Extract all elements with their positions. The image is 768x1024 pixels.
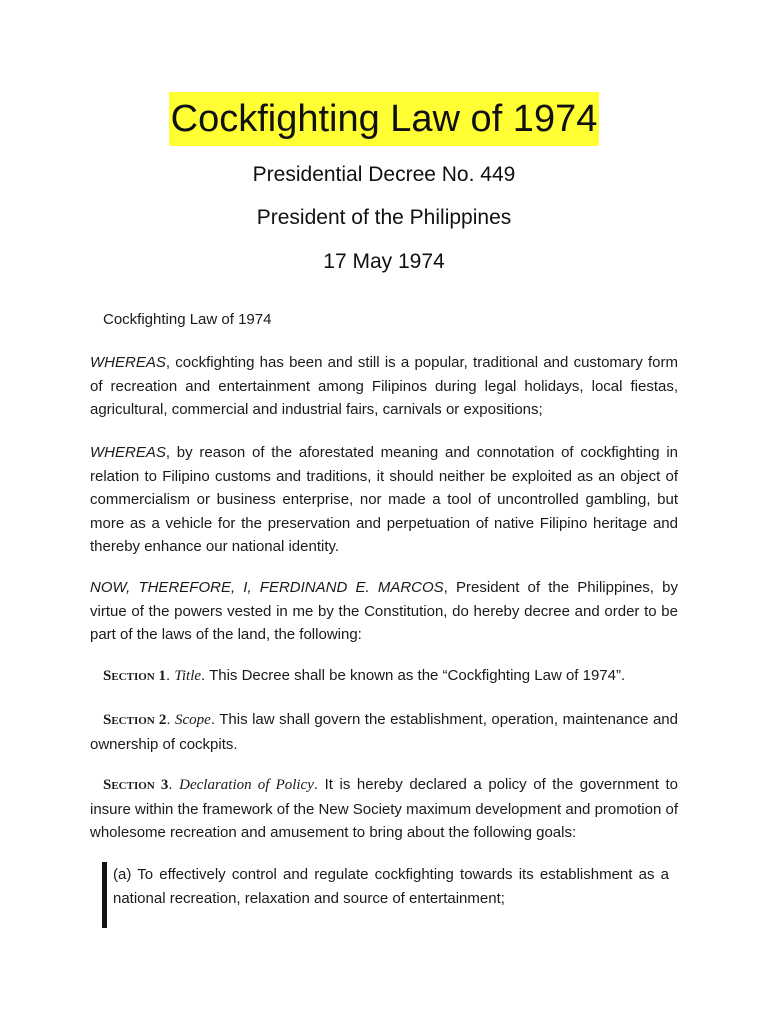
section-heading: Section 1 bbox=[103, 668, 166, 684]
section-1: Section 1. Title. This Decree shall be known as the “Cockfighting Law of 1974”. bbox=[103, 667, 626, 684]
goal-blockquote bbox=[102, 862, 677, 928]
section-title: Declaration of Policy bbox=[179, 777, 314, 793]
now-therefore-paragraph bbox=[90, 576, 678, 647]
section-heading: Section 2 bbox=[103, 712, 167, 728]
section-text: This Decree shall be known as the “Cockfighting Law of 1974”. bbox=[205, 667, 626, 684]
whereas-paragraph-2 bbox=[90, 441, 678, 559]
section-title: Title bbox=[174, 668, 202, 684]
intro-line: Cockfighting Law of 1974 bbox=[103, 311, 272, 328]
document-title: Cockfighting Law of 1974 bbox=[169, 92, 600, 146]
now-therefore-lead: NOW, THEREFORE, I, FERDINAND E. MARCOS bbox=[90, 579, 444, 596]
issuer: President of the Philippines bbox=[256, 206, 512, 229]
title-block bbox=[0, 92, 768, 146]
whereas-paragraph-1 bbox=[90, 351, 678, 422]
whereas-text: , by reason of the aforestated meaning and connotation of cockfighting in relation to Filipino customs and traditions, it should neither be exploited as an object of commercialism or business enterprise, nor made a tool of uncontrolled gambling, but more as a vehicle for the preservation and perpetuation of native Filipino heritage and thereby enhance our national identity. bbox=[90, 444, 678, 555]
section-text: This law shall govern the establishment, operation, maintenance and ownership of cockpits. bbox=[90, 711, 678, 753]
now-therefore-text: , President of the Philippines, by virtue of the powers vested in me by the Constitution, do hereby decree and order to be part of the laws of the land, the following: bbox=[90, 579, 678, 643]
decree-number: Presidential Decree No. 449 bbox=[252, 163, 516, 186]
section-3: Section 3. Declaration of Policy. It is hereby declared a policy of the government to insure within the framework of the New Society maximum development and promotion of wholesome recreation and amusement to bring about the following goals: bbox=[90, 776, 679, 841]
goal-a-text: (a) To effectively control and regulate cockfighting towards its establishment as a national recreation, relaxation and source of entertainment; bbox=[113, 866, 669, 907]
whereas-lead: WHEREAS bbox=[90, 354, 166, 371]
section-text: It is hereby declared a policy of the government to insure within the framework of the New Society maximum development and promotion of wholesome recreation and amusement to bring about the following goals: bbox=[90, 776, 679, 841]
section-heading: Section 3 bbox=[103, 777, 169, 793]
whereas-lead: WHEREAS bbox=[90, 444, 166, 461]
section-title: Scope bbox=[175, 712, 211, 728]
section-2: Section 2. Scope. This law shall govern the establishment, operation, maintenance and ownership of cockpits. bbox=[90, 711, 678, 753]
whereas-text: , cockfighting has been and still is a popular, traditional and customary form of recreation and entertainment among Filipinos during legal holidays, local fiestas, agricultural, commercial and industrial fairs, carnivals or expositions; bbox=[90, 354, 678, 418]
decree-date: 17 May 1974 bbox=[323, 250, 445, 273]
